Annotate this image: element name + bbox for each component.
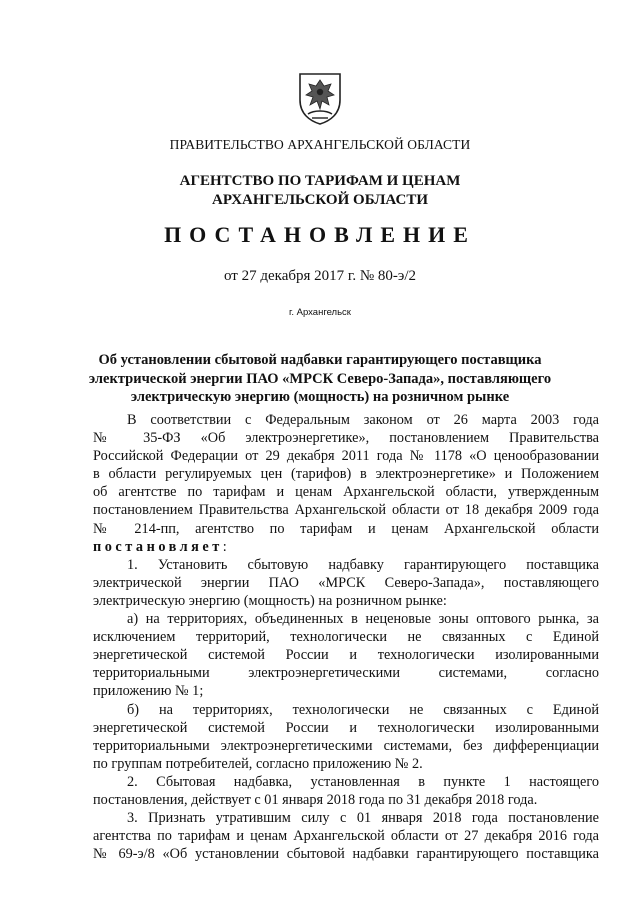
- agency-name: [60, 172, 580, 210]
- agency-name-line: АГЕНТСТВО ПО ТАРИФАМ И ЦЕНАМ: [179, 173, 461, 189]
- document-subject: [60, 351, 580, 407]
- body-line: № 35-ФЗ «Об электроэнергетике», постановлением Правительства: [93, 430, 599, 447]
- government-name: ПРАВИТЕЛЬСТВО АРХАНГЕЛЬСКОЙ ОБЛАСТИ: [169, 137, 471, 152]
- decree-word: постановляет: [93, 538, 223, 555]
- body-line: энергетической системой России и технологически изолированными: [93, 647, 599, 664]
- body-line: электрическую энергию (мощность) на розничном рынке:: [93, 592, 447, 609]
- body-line: 3. Признать утратившим силу с 01 января 2018 года постановление: [127, 810, 599, 827]
- document-city: г. Архангельск: [289, 307, 351, 318]
- body-line: электрической энергии ПАО «МРСК Северо-Запада», поставляющего: [93, 574, 599, 591]
- body-line: Российской Федерации от 29 декабря 2011 года № 1178 «О ценообразовании: [93, 448, 599, 465]
- body-line: территориальными электроэнергетическими системами, без дифференциации: [93, 737, 599, 754]
- body-line: 2. Сбытовая надбавка, установленная в пункте 1 настоящего: [127, 773, 599, 790]
- body-line: постановлением Правительства Архангельской области от 18 декабря 2009 года: [93, 502, 599, 519]
- document-date-number: от 27 декабря 2017 г. № 80-э/2: [223, 268, 417, 284]
- body-line: приложению № 1;: [93, 683, 204, 700]
- body-line: агентства по тарифам и ценам Архангельской области от 27 декабря 2016 года: [93, 828, 599, 845]
- subject-line: электрическую энергию (мощность) на розничном рынке: [130, 389, 510, 405]
- decree-colon: :: [222, 538, 227, 555]
- decree-line: [93, 538, 599, 556]
- body-line: б) на территориях, технологически не связанных с Единой: [127, 701, 599, 718]
- coat-of-arms-icon: [296, 70, 344, 126]
- body-line: в области регулируемых цен (тарифов) в электроэнергетике» и Положением: [93, 466, 599, 483]
- document-body: [93, 411, 599, 863]
- body-line: 1. Установить сбытовую надбавку гарантирующего поставщика: [127, 556, 599, 573]
- agency-name-line: АРХАНГЕЛЬСКОЙ ОБЛАСТИ: [212, 192, 428, 208]
- subject-line: электрической энергии ПАО «МРСК Северо-Запада», поставляющего: [88, 370, 552, 387]
- document-title: ПОСТАНОВЛЕНИЕ: [164, 222, 476, 247]
- subject-line: Об установлении сбытовой надбавки гарантирующего поставщика: [98, 352, 542, 368]
- body-line: № 69-э/8 «Об установлении сбытовой надбавки гарантирующего поставщика: [93, 846, 599, 863]
- body-line: исключением территорий, технологически не связанных с Единой: [93, 629, 599, 646]
- body-line: постановления, действует с 01 января 2018 года по 31 декабря 2018 года.: [93, 791, 538, 808]
- body-line: территориальными электроэнергетическими системами, согласно: [93, 665, 599, 682]
- body-line: по группам потребителей, согласно приложению № 2.: [93, 755, 423, 772]
- body-line: энергетической системой России и технологически изолированными: [93, 719, 599, 736]
- body-line: об агентстве по тарифам и ценам Архангельской области, утвержденным: [93, 484, 599, 501]
- body-line: В соответствии с Федеральным законом от 26 марта 2003 года: [127, 412, 599, 428]
- body-line: а) на территориях, объединенных в неценовые зоны оптового рынка, за: [127, 611, 599, 628]
- body-line: № 214-пп, агентство по тарифам и ценам Архангельской области: [93, 520, 599, 537]
